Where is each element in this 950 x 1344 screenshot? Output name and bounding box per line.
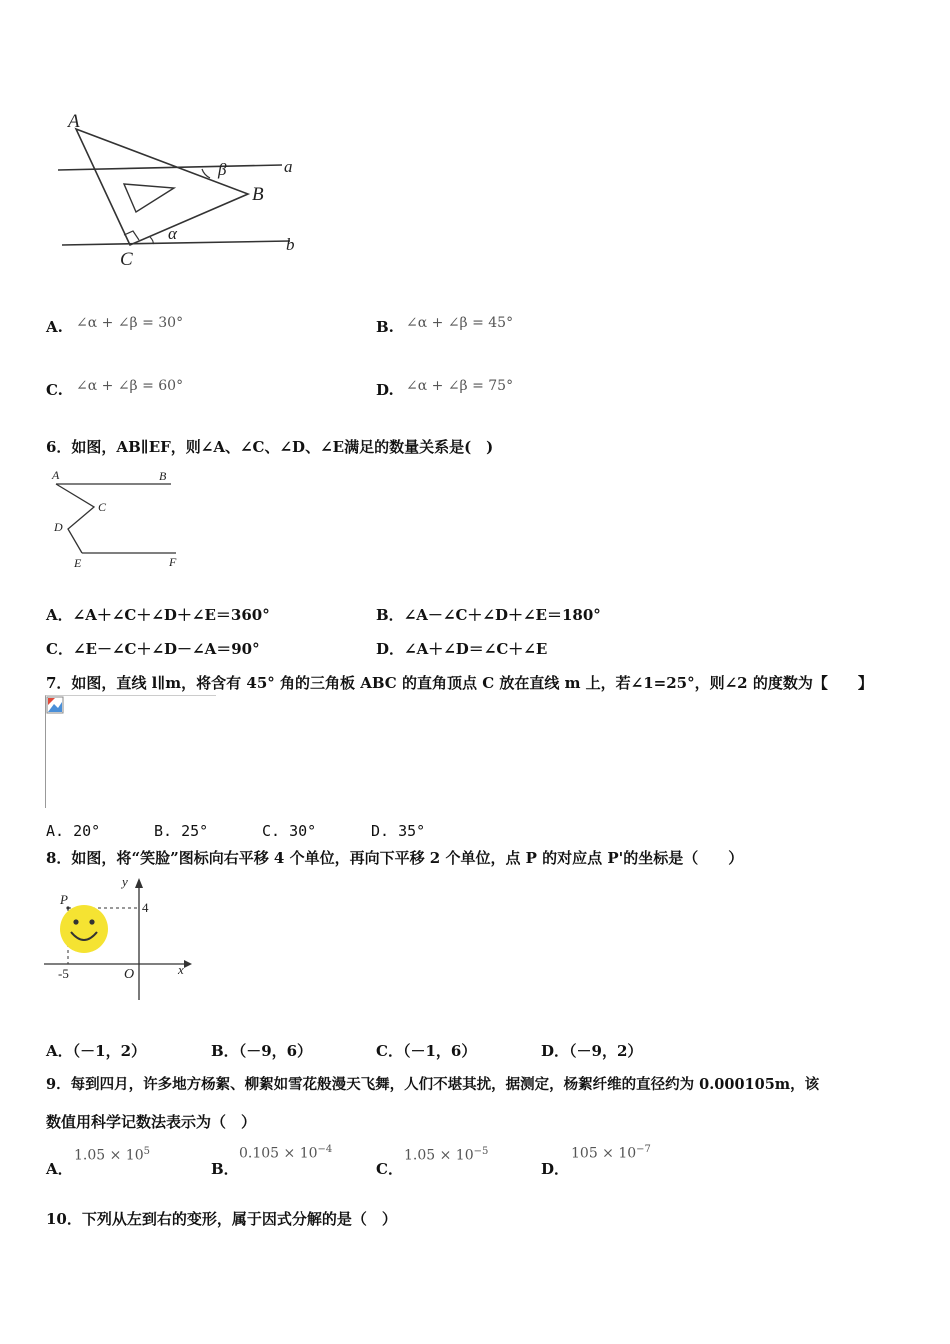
q9-stem-line1: 9．每到四月，许多地方杨絮、柳絮如雪花般漫天飞舞，人们不堪其扰，据测定，杨絮纤维的直径约为 0.000105m，该 — [46, 1076, 820, 1093]
q9-option-b-exp: −4 — [317, 1144, 333, 1155]
q10-stem: 10．下列从左到右的变形，属于因式分解的是（ ） — [46, 1210, 397, 1228]
q8-option-d — [541, 1040, 642, 1061]
label-alpha: α — [168, 224, 177, 243]
q9-option-b-expr — [239, 1144, 332, 1162]
q9-option-c-letter: C． — [376, 1160, 403, 1178]
q6-option-a-text: ∠A＋∠C＋∠D＋∠E＝360° — [72, 606, 270, 624]
q5-option-d — [376, 378, 514, 399]
q5-option-c-expr: ∠α + ∠β = 60° — [76, 378, 184, 394]
q5-option-b-letter: B. — [376, 318, 394, 336]
q6-option-c — [46, 638, 260, 659]
label-D: D — [54, 520, 63, 534]
q9-stem-line2: 数值用科学记数法表示为（ ） — [46, 1113, 257, 1131]
q9-option-b-mantissa: 0.105 × 10 — [239, 1145, 318, 1162]
x-axis-arrow — [184, 960, 192, 968]
label-F: F — [169, 555, 177, 569]
q6-option-b-text: ∠A－∠C＋∠D＋∠E＝180° — [403, 606, 601, 624]
q5-option-c — [46, 378, 184, 399]
q9-option-a-letter: A． — [46, 1160, 73, 1178]
q8-option-c-letter: C． — [376, 1042, 403, 1060]
label-O: O — [124, 967, 135, 982]
q9-option-c-expr — [404, 1146, 488, 1164]
line-a — [58, 165, 282, 170]
q9-option-d-exp: −7 — [636, 1144, 651, 1155]
label-x: x — [178, 962, 184, 977]
broken-image-icon — [46, 696, 64, 714]
q7-broken-image — [45, 695, 216, 808]
q6-option-d-letter: D． — [376, 640, 405, 658]
q8-option-c — [376, 1040, 476, 1061]
q6-option-c-text: ∠E－∠C＋∠D－∠A＝90° — [72, 640, 260, 658]
q9-option-c-mantissa: 1.05 × 10 — [404, 1147, 474, 1164]
q9-option-c-exp: −5 — [473, 1146, 489, 1157]
q6-option-d-text: ∠A＋∠D＝∠C＋∠E — [404, 640, 548, 658]
q8-option-d-letter: D． — [541, 1042, 570, 1060]
label-minus5: -5 — [58, 966, 69, 981]
q5-option-a-letter: A. — [46, 318, 63, 336]
q6-option-d — [376, 638, 547, 659]
q6-figure — [46, 467, 196, 573]
q5-option-b — [376, 315, 514, 336]
q6-option-c-letter: C． — [46, 640, 73, 658]
q9-option-b-letter: B． — [211, 1160, 239, 1178]
q8-stem: 8．如图，将“笑脸”图标向右平移 4 个单位，再向下平移 2 个单位，点 P 的对应点 P'的坐标是（ ） — [46, 849, 744, 867]
label-B: B — [159, 469, 167, 483]
inner-triangle — [124, 184, 174, 212]
q8-figure — [42, 872, 202, 1004]
q9-option-a-expr — [74, 1146, 150, 1164]
q9-option-a-exp: 5 — [143, 1146, 150, 1157]
q5-option-d-expr: ∠α + ∠β = 75° — [406, 378, 514, 394]
q6-stem: 6．如图，AB∥EF，则∠A、∠C、∠D、∠E满足的数量关系是( ) — [46, 438, 494, 456]
label-beta: β — [218, 160, 227, 179]
q8-option-a-letter: A． — [46, 1042, 73, 1060]
q5-option-a-expr: ∠α + ∠β = 30° — [76, 315, 184, 331]
q8-option-c-text: （－1，6） — [402, 1042, 477, 1060]
label-y: y — [122, 874, 128, 889]
q5-figure — [50, 108, 310, 273]
label-A: A — [52, 468, 60, 482]
q6-option-b-letter: B． — [376, 606, 404, 624]
q5-option-a — [46, 315, 184, 336]
q6-option-a — [46, 604, 270, 625]
q5-option-c-letter: C. — [46, 381, 63, 399]
label-P: P — [60, 892, 68, 907]
path-a-c-d-e — [56, 484, 94, 553]
q6-option-b — [376, 604, 601, 625]
q8-option-d-text: （－9，2） — [569, 1042, 643, 1060]
label-A: A — [68, 111, 80, 132]
smiley-face-icon — [60, 905, 108, 953]
q5-option-d-letter: D. — [376, 381, 394, 399]
q7-option-d: D. 35° — [371, 822, 426, 840]
q8-option-b — [211, 1040, 312, 1061]
q7-option-a: A. 20° — [46, 822, 101, 840]
label-a: a — [284, 157, 293, 176]
q5-option-b-expr: ∠α + ∠β = 45° — [406, 315, 514, 331]
q7-option-c: C. 30° — [262, 822, 317, 840]
y-axis-arrow — [135, 878, 143, 888]
label-C: C — [98, 500, 107, 514]
label-b: b — [286, 235, 295, 254]
q9-option-a-mantissa: 1.05 × 10 — [74, 1147, 144, 1164]
q9-option-d-letter: D． — [541, 1160, 570, 1178]
label-4: 4 — [142, 900, 149, 915]
q8-option-a-text: （－1，2） — [72, 1042, 147, 1060]
q8-option-b-letter: B． — [211, 1042, 239, 1060]
q9-option-d-mantissa: 105 × 10 — [571, 1145, 637, 1162]
label-B: B — [252, 184, 264, 205]
label-C: C — [120, 249, 133, 270]
q6-option-a-letter: A． — [46, 606, 73, 624]
q8-option-b-text: （－9，6） — [238, 1042, 313, 1060]
q9-option-d-expr — [571, 1144, 651, 1162]
label-E: E — [74, 556, 82, 570]
q8-option-a — [46, 1040, 146, 1061]
q7-stem: 7．如图，直线 l∥m，将含有 45° 角的三角板 ABC 的直角顶点 C 放在直线 m 上，若∠1=25°，则∠2 的度数为【 】 — [46, 674, 873, 692]
q7-option-b: B. 25° — [154, 822, 209, 840]
